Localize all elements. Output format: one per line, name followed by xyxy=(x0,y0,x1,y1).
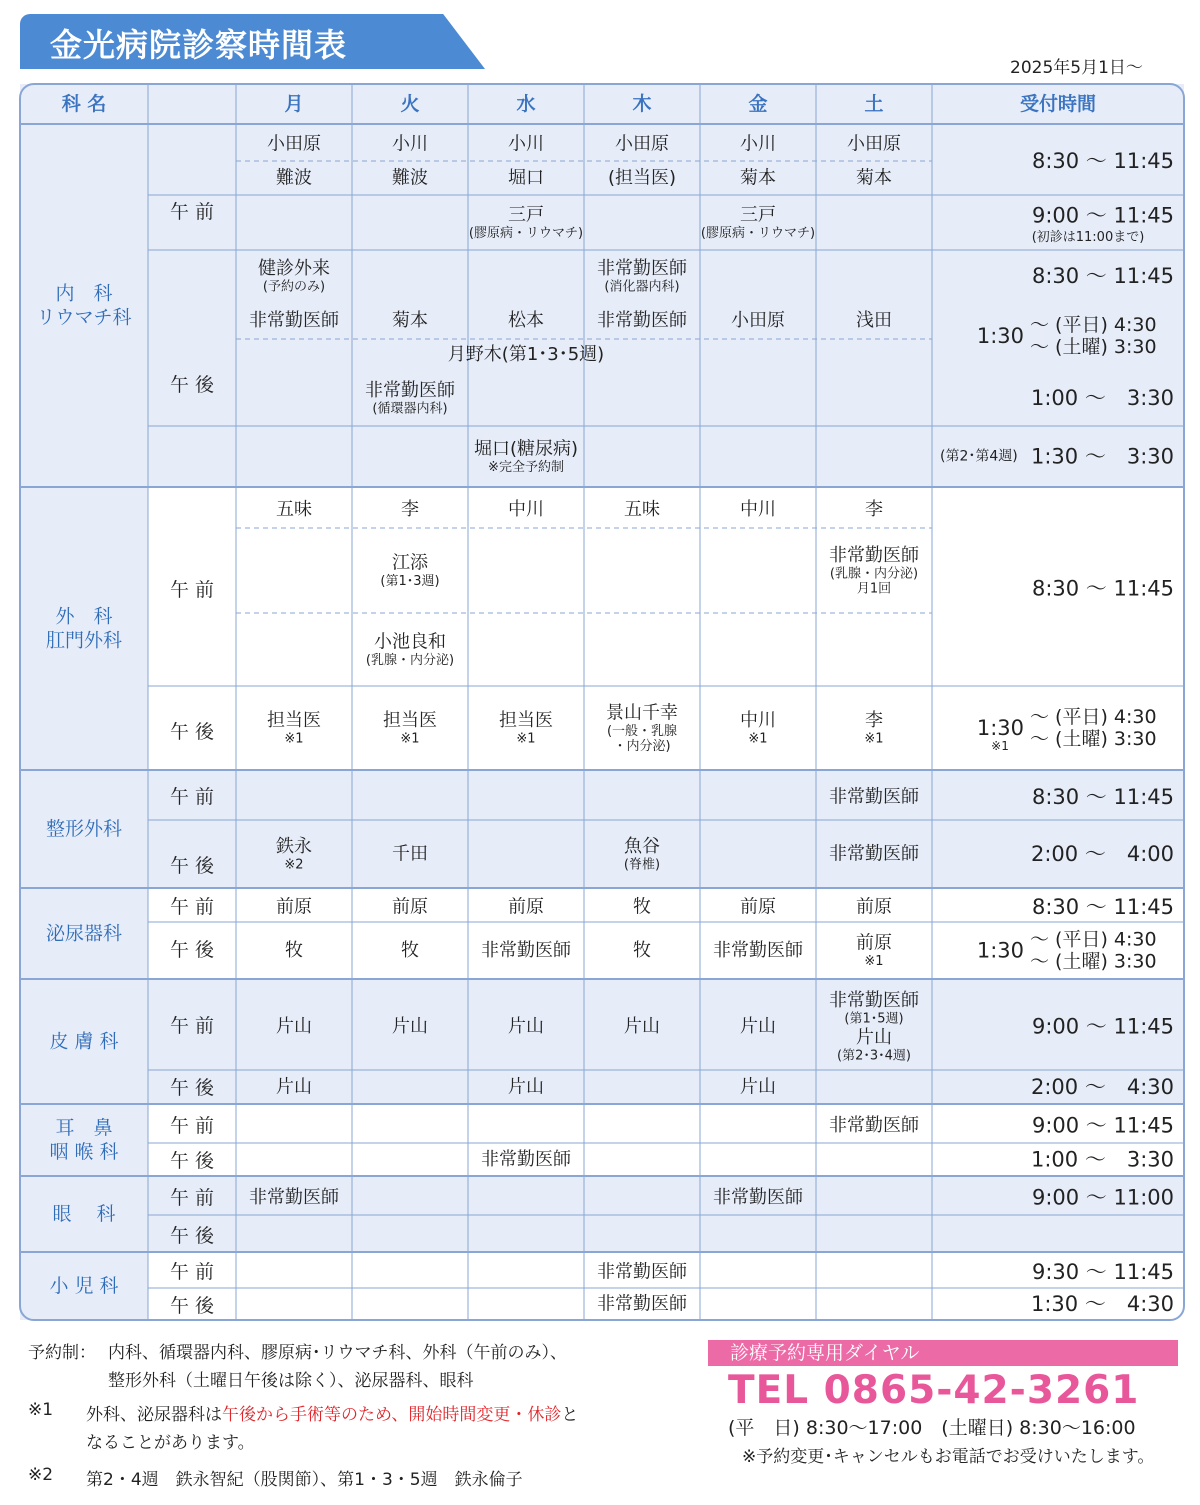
doctor-name: 小川 xyxy=(740,133,776,155)
reception-time: 8:30 〜 11:45 xyxy=(1031,895,1174,919)
doctor-note: (第1･5週) xyxy=(844,1011,904,1027)
session-label: 午 後 xyxy=(169,855,215,877)
reception-saturday: 〜 (土曜) 3:30 xyxy=(1030,336,1157,358)
session-label: 午 後 xyxy=(169,1077,215,1099)
session-label: 午 後 xyxy=(169,1295,215,1317)
doctor-name: 非常勤医師 xyxy=(829,843,919,865)
department-name: 耳 鼻 xyxy=(55,1117,113,1139)
reservation-label: 予約制： xyxy=(28,1343,96,1363)
department-name: 泌尿器科 xyxy=(45,922,123,945)
doctor-note: (乳腺・内分泌) xyxy=(365,653,455,668)
session-label: 午 前 xyxy=(169,579,215,601)
reception-saturday: 〜 (土曜) 3:30 xyxy=(1030,728,1157,750)
doctor-note: ※1 xyxy=(516,731,536,747)
doctor-note: 月1回 xyxy=(856,581,892,597)
doctor-name: 菊本 xyxy=(856,167,892,189)
session-label: 午 前 xyxy=(169,896,215,918)
doctor-name: 前原 xyxy=(856,932,892,954)
reception-weekday: 〜 (平日) 4:30 xyxy=(1030,928,1157,951)
doctor-name: 非常勤医師 xyxy=(829,545,919,566)
session-label: 午 後 xyxy=(169,374,215,396)
session-label: 午 後 xyxy=(169,1225,215,1247)
reception-time: 1:00 〜 3:30 xyxy=(1031,386,1174,410)
doctor-name: 片山 xyxy=(508,1016,544,1037)
doctor-name: 健診外来 xyxy=(258,258,330,279)
doctor-name: 浅田 xyxy=(856,310,892,331)
header-cell: 月 xyxy=(284,93,304,115)
doctor-name: 非常勤医師 xyxy=(597,1261,687,1283)
page-title: 金光病院診察時間表 xyxy=(50,26,348,64)
doctor-note: ※1 xyxy=(864,954,884,969)
doctor-note: ※1 xyxy=(284,731,304,747)
doctor-name: 小池良和 xyxy=(374,631,446,653)
doctor-name: 小川 xyxy=(392,133,428,155)
note-1-part-a: 外科、泌尿器科は xyxy=(86,1405,222,1425)
doctor-name: 非常勤医師 xyxy=(597,1293,687,1315)
reception-time: 9:00 〜 11:00 xyxy=(1031,1185,1174,1210)
doctor-name: (担当医) xyxy=(607,167,677,189)
doctor-name: 非常勤医師 xyxy=(597,310,687,331)
doctor-name: 片山 xyxy=(276,1076,312,1098)
doctor-name: 李 xyxy=(865,499,883,520)
doctor-name: 非常勤医師 xyxy=(829,786,919,808)
doctor-note: (循環器内科) xyxy=(372,401,448,417)
reception-time: 1:30 xyxy=(976,324,1024,348)
note-1-warning: 午後から手術等のため、開始時間変更・休診 xyxy=(222,1405,562,1425)
effective-date: 2025年5月1日〜 xyxy=(1010,58,1143,78)
doctor-name: 非常勤医師 xyxy=(481,940,571,961)
doctor-name: 担当医 xyxy=(499,710,553,731)
dept-bg xyxy=(20,487,148,770)
doctor-note: (消化器内科) xyxy=(604,279,680,295)
doctor-name: 非常勤医師 xyxy=(829,1115,919,1136)
header-cell: 金 xyxy=(748,93,768,115)
reception-time: 1:30 〜 4:30 xyxy=(1031,1292,1174,1316)
department-name: 肛門外科 xyxy=(45,629,123,652)
session-label: 午 後 xyxy=(169,939,215,961)
doctor-name: 中川 xyxy=(740,499,776,520)
note-1-text xyxy=(86,1400,578,1425)
reception-time: 1:30 〜 3:30 xyxy=(1031,444,1174,469)
session-label: 午 前 xyxy=(169,1187,215,1209)
doctor-name: 前原 xyxy=(392,896,428,918)
doctor-note: (脊椎) xyxy=(623,857,661,873)
doctor-name: 月野木(第1･3･5週) xyxy=(447,344,605,365)
phone-hours: (平 日) 8:30〜17:00 (土曜日) 8:30〜16:00 xyxy=(728,1417,1136,1439)
doctor-name: 江添 xyxy=(392,552,428,574)
phone-number[interactable]: TEL 0865-42-3261 xyxy=(728,1368,1140,1413)
doctor-name: 非常勤医師 xyxy=(829,990,919,1011)
note-1-mark: ※1 xyxy=(28,1400,54,1420)
reception-time: 8:30 〜 11:45 xyxy=(1031,576,1174,601)
doctor-name: 中川 xyxy=(508,499,544,520)
doctor-name: 五味 xyxy=(276,499,312,520)
doctor-note: ・内分泌) xyxy=(613,739,671,754)
department-name: 小 児 科 xyxy=(49,1275,119,1297)
doctor-name: 鉄永 xyxy=(276,836,312,857)
reception-time: 8:30 〜 11:45 xyxy=(1031,785,1174,809)
department-name: 眼 科 xyxy=(52,1203,116,1225)
doctor-name: 菊本 xyxy=(392,310,428,331)
doctor-name: 堀口(糖尿病) xyxy=(473,438,579,460)
doctor-name: 担当医 xyxy=(383,710,437,731)
phone-note: ※予約変更･キャンセルもお電話でお受けいたします。 xyxy=(742,1447,1155,1467)
doctor-name: 小田原 xyxy=(847,133,901,155)
doctor-name: 片山 xyxy=(392,1016,428,1037)
doctor-name: 三戸 xyxy=(740,204,776,226)
doctor-note: ※1 xyxy=(864,731,884,747)
reception-mark: ※1 xyxy=(991,739,1009,753)
note-2-mark: ※2 xyxy=(28,1465,54,1485)
header-cell: 土 xyxy=(864,93,884,115)
reception-saturday: 〜 (土曜) 3:30 xyxy=(1030,950,1157,973)
department-name: 皮 膚 科 xyxy=(49,1030,119,1053)
doctor-name: 菊本 xyxy=(740,167,776,189)
doctor-name: 李 xyxy=(865,710,883,731)
doctor-name: 非常勤医師 xyxy=(249,1187,339,1208)
doctor-name: 担当医 xyxy=(267,710,321,731)
header-cell: 木 xyxy=(632,93,652,115)
doctor-note: ※1 xyxy=(400,731,420,747)
doctor-name: 非常勤医師 xyxy=(481,1149,571,1170)
doctor-name: 片山 xyxy=(276,1016,312,1037)
doctor-name: 牧 xyxy=(401,940,419,961)
doctor-name: 小田原 xyxy=(615,133,669,155)
note-1-part-b: と xyxy=(561,1405,579,1425)
reception-time: 9:00 〜 11:45 xyxy=(1031,203,1174,228)
doctor-name: 千田 xyxy=(392,843,428,865)
header-cell: 受付時間 xyxy=(1019,93,1097,115)
reception-note: (初診は11:00まで) xyxy=(1031,230,1145,245)
doctor-name: 非常勤医師 xyxy=(713,940,803,961)
doctor-name: 難波 xyxy=(276,167,312,189)
header-row-bg xyxy=(20,84,1184,124)
doctor-name: 片山 xyxy=(740,1076,776,1098)
note-2-text: 第2・4週 鉄永智紀（股関節）、第1・3・5週 鉄永倫子 xyxy=(86,1470,523,1490)
doctor-name: 景山千幸 xyxy=(606,702,678,724)
reception-time: 8:30 〜 11:45 xyxy=(1031,264,1174,288)
doctor-note: (第2･3･4週) xyxy=(837,1048,911,1064)
doctor-name: 魚谷 xyxy=(624,836,660,857)
doctor-name: 中川 xyxy=(740,710,776,731)
doctor-note: ※2 xyxy=(284,857,304,873)
reception-time: 2:00 〜 4:00 xyxy=(1031,842,1174,866)
reception-time: 8:30 〜 11:45 xyxy=(1031,149,1174,173)
doctor-name: 小川 xyxy=(508,133,544,155)
reception-weekday: 〜 (平日) 4:30 xyxy=(1030,314,1157,336)
doctor-name: 堀口 xyxy=(508,167,544,189)
reception-weekday: 〜 (平日) 4:30 xyxy=(1030,706,1157,728)
doctor-name: 非常勤医師 xyxy=(597,258,687,279)
doctor-name: 片山 xyxy=(740,1016,776,1037)
reception-time: 9:30 〜 11:45 xyxy=(1031,1260,1174,1284)
doctor-note: (膠原病・リウマチ) xyxy=(468,226,584,241)
doctor-name: 小田原 xyxy=(267,133,321,155)
reception-time: 1:30 xyxy=(976,938,1024,963)
doctor-name: 片山 xyxy=(508,1076,544,1098)
session-label: 午 前 xyxy=(169,786,215,808)
session-label: 午 後 xyxy=(169,721,215,743)
doctor-name: 三戸 xyxy=(508,204,544,226)
doctor-name: 非常勤医師 xyxy=(249,310,339,331)
reservation-dial-label: 診療予約専用ダイヤル xyxy=(708,1340,1178,1366)
reception-week-note: (第2･第4週) xyxy=(940,448,1018,465)
department-name: 内 科 xyxy=(55,282,113,305)
doctor-note: (一般・乳腺 xyxy=(606,724,678,739)
doctor-note: ※完全予約制 xyxy=(488,460,564,475)
doctor-note: (予約のみ) xyxy=(262,279,326,295)
doctor-name: 前原 xyxy=(508,896,544,918)
header-cell: 水 xyxy=(516,93,536,115)
reception-time: 1:30 xyxy=(976,716,1024,740)
doctor-name: 前原 xyxy=(276,896,312,918)
department-name: 外 科 xyxy=(55,605,113,628)
doctor-name: 非常勤医師 xyxy=(365,380,455,401)
header-cell: 科 名 xyxy=(61,93,107,115)
reception-time: 9:00 〜 11:45 xyxy=(1031,1014,1174,1039)
doctor-name: 難波 xyxy=(392,167,428,189)
doctor-name: 李 xyxy=(401,499,419,520)
header-cell: 火 xyxy=(400,93,420,115)
reception-time: 2:00 〜 4:30 xyxy=(1031,1075,1174,1099)
doctor-note: (第1･3週) xyxy=(380,574,440,589)
doctor-name: 小田原 xyxy=(731,310,785,331)
doctor-name: 五味 xyxy=(624,499,660,520)
reception-time: 9:00 〜 11:45 xyxy=(1031,1113,1174,1138)
doctor-name: 牧 xyxy=(633,940,651,961)
doctor-name: 片山 xyxy=(624,1016,660,1037)
doctor-note: ※1 xyxy=(748,731,768,747)
reservation-line-1: 内科、循環器内科、膠原病･リウマチ科、外科（午前のみ）、 xyxy=(108,1343,567,1363)
reception-time: 1:00 〜 3:30 xyxy=(1031,1147,1174,1172)
doctor-name: 前原 xyxy=(856,896,892,918)
note-1-continued: なることがあります。 xyxy=(86,1433,255,1453)
dept-bg xyxy=(20,1104,148,1176)
department-name: リウマチ科 xyxy=(36,306,132,329)
doctor-name: 牧 xyxy=(633,896,651,918)
session-label: 午 後 xyxy=(169,1150,215,1172)
department-name: 整形外科 xyxy=(45,818,123,840)
reservation-line-2: 整形外科（土曜日午後は除く）、泌尿器科、眼科 xyxy=(108,1371,474,1391)
doctor-name: 非常勤医師 xyxy=(713,1187,803,1208)
session-label: 午 前 xyxy=(169,1015,215,1037)
session-label: 午 前 xyxy=(169,201,215,223)
doctor-name: 松本 xyxy=(508,310,544,331)
doctor-name: 片山 xyxy=(856,1027,892,1048)
department-name: 咽 喉 科 xyxy=(49,1141,119,1163)
session-label: 午 前 xyxy=(169,1261,215,1283)
doctor-name: 牧 xyxy=(285,940,303,961)
doctor-note: (膠原病・リウマチ) xyxy=(700,226,816,241)
dept-bg xyxy=(20,124,148,487)
session-label: 午 前 xyxy=(169,1115,215,1137)
doctor-name: 前原 xyxy=(740,896,776,918)
doctor-note: (乳腺・内分泌) xyxy=(829,566,919,582)
